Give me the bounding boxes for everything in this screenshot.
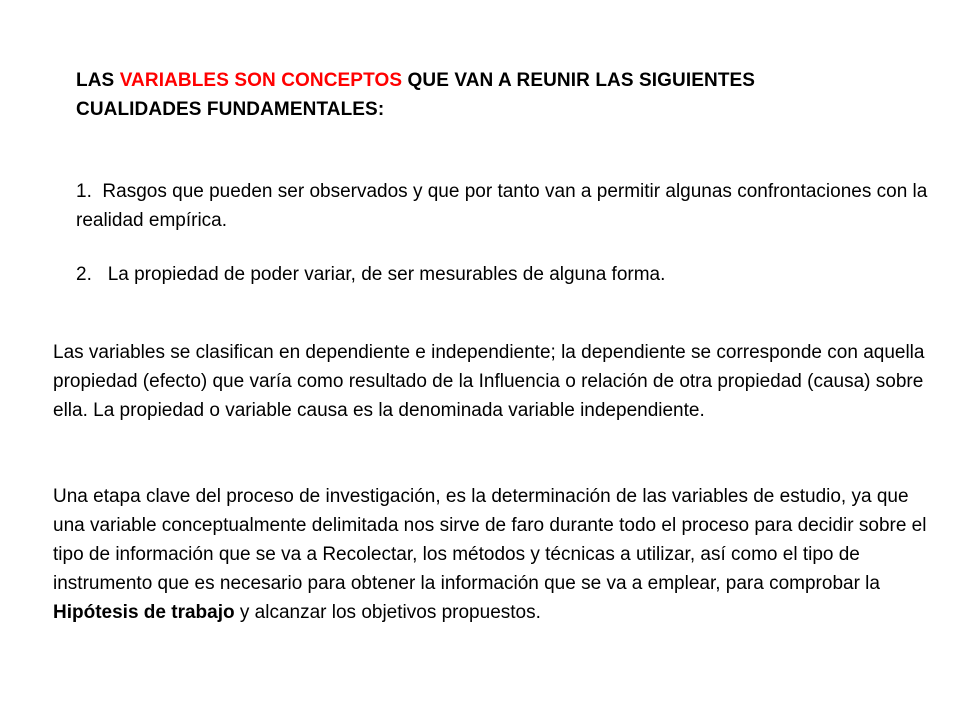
list-item-2 xyxy=(76,260,936,289)
heading-highlight: VARIABLES SON CONCEPTOS xyxy=(119,70,403,91)
heading-part2: QUE VAN A REUNIR LAS SIGUIENTES CUALIDADES FUNDAMENTALES: xyxy=(76,70,756,120)
hypothesis-term: Hipótesis de trabajo xyxy=(53,602,235,623)
paragraph-research-stage-text: Una etapa clave del proceso de investigación, es la determinación de las variables de estudio, ya que una variable conceptualmente delimitada nos sirve de faro durante todo el proceso para decidir sobre el tipo de información que se va a Recolectar, los métodos y técnicas a utilizar, así como el tipo de instrumento que es necesario para obtener la información que se va a emplear, para comprobar la xyxy=(53,486,927,594)
paragraph-classification: Las variables se clasifican en dependiente e independiente; la dependiente se corresponde con aquella propiedad (efecto) que varía como resultado de la Influencia o relación de otra propiedad (causa) sobre ella. La propiedad o variable causa es la denominada variable independiente. xyxy=(53,342,925,421)
list-item-2-number: 2. xyxy=(76,264,92,285)
list-item-1 xyxy=(76,177,936,235)
paragraph-research-stage xyxy=(53,482,943,627)
heading-part1: LAS xyxy=(76,70,120,91)
list-item-1-number: 1. xyxy=(76,181,92,202)
list-item-1-text: Rasgos que pueden ser observados y que por tanto van a permitir algunas confrontaciones con la realidad empírica. xyxy=(76,181,928,231)
paragraph-research-stage-tail: y alcanzar los objetivos propuestos. xyxy=(234,602,541,623)
qualities-list xyxy=(76,177,936,289)
heading xyxy=(76,66,836,124)
list-item-2-text: La propiedad de poder variar, de ser mesurables de alguna forma. xyxy=(107,264,666,285)
